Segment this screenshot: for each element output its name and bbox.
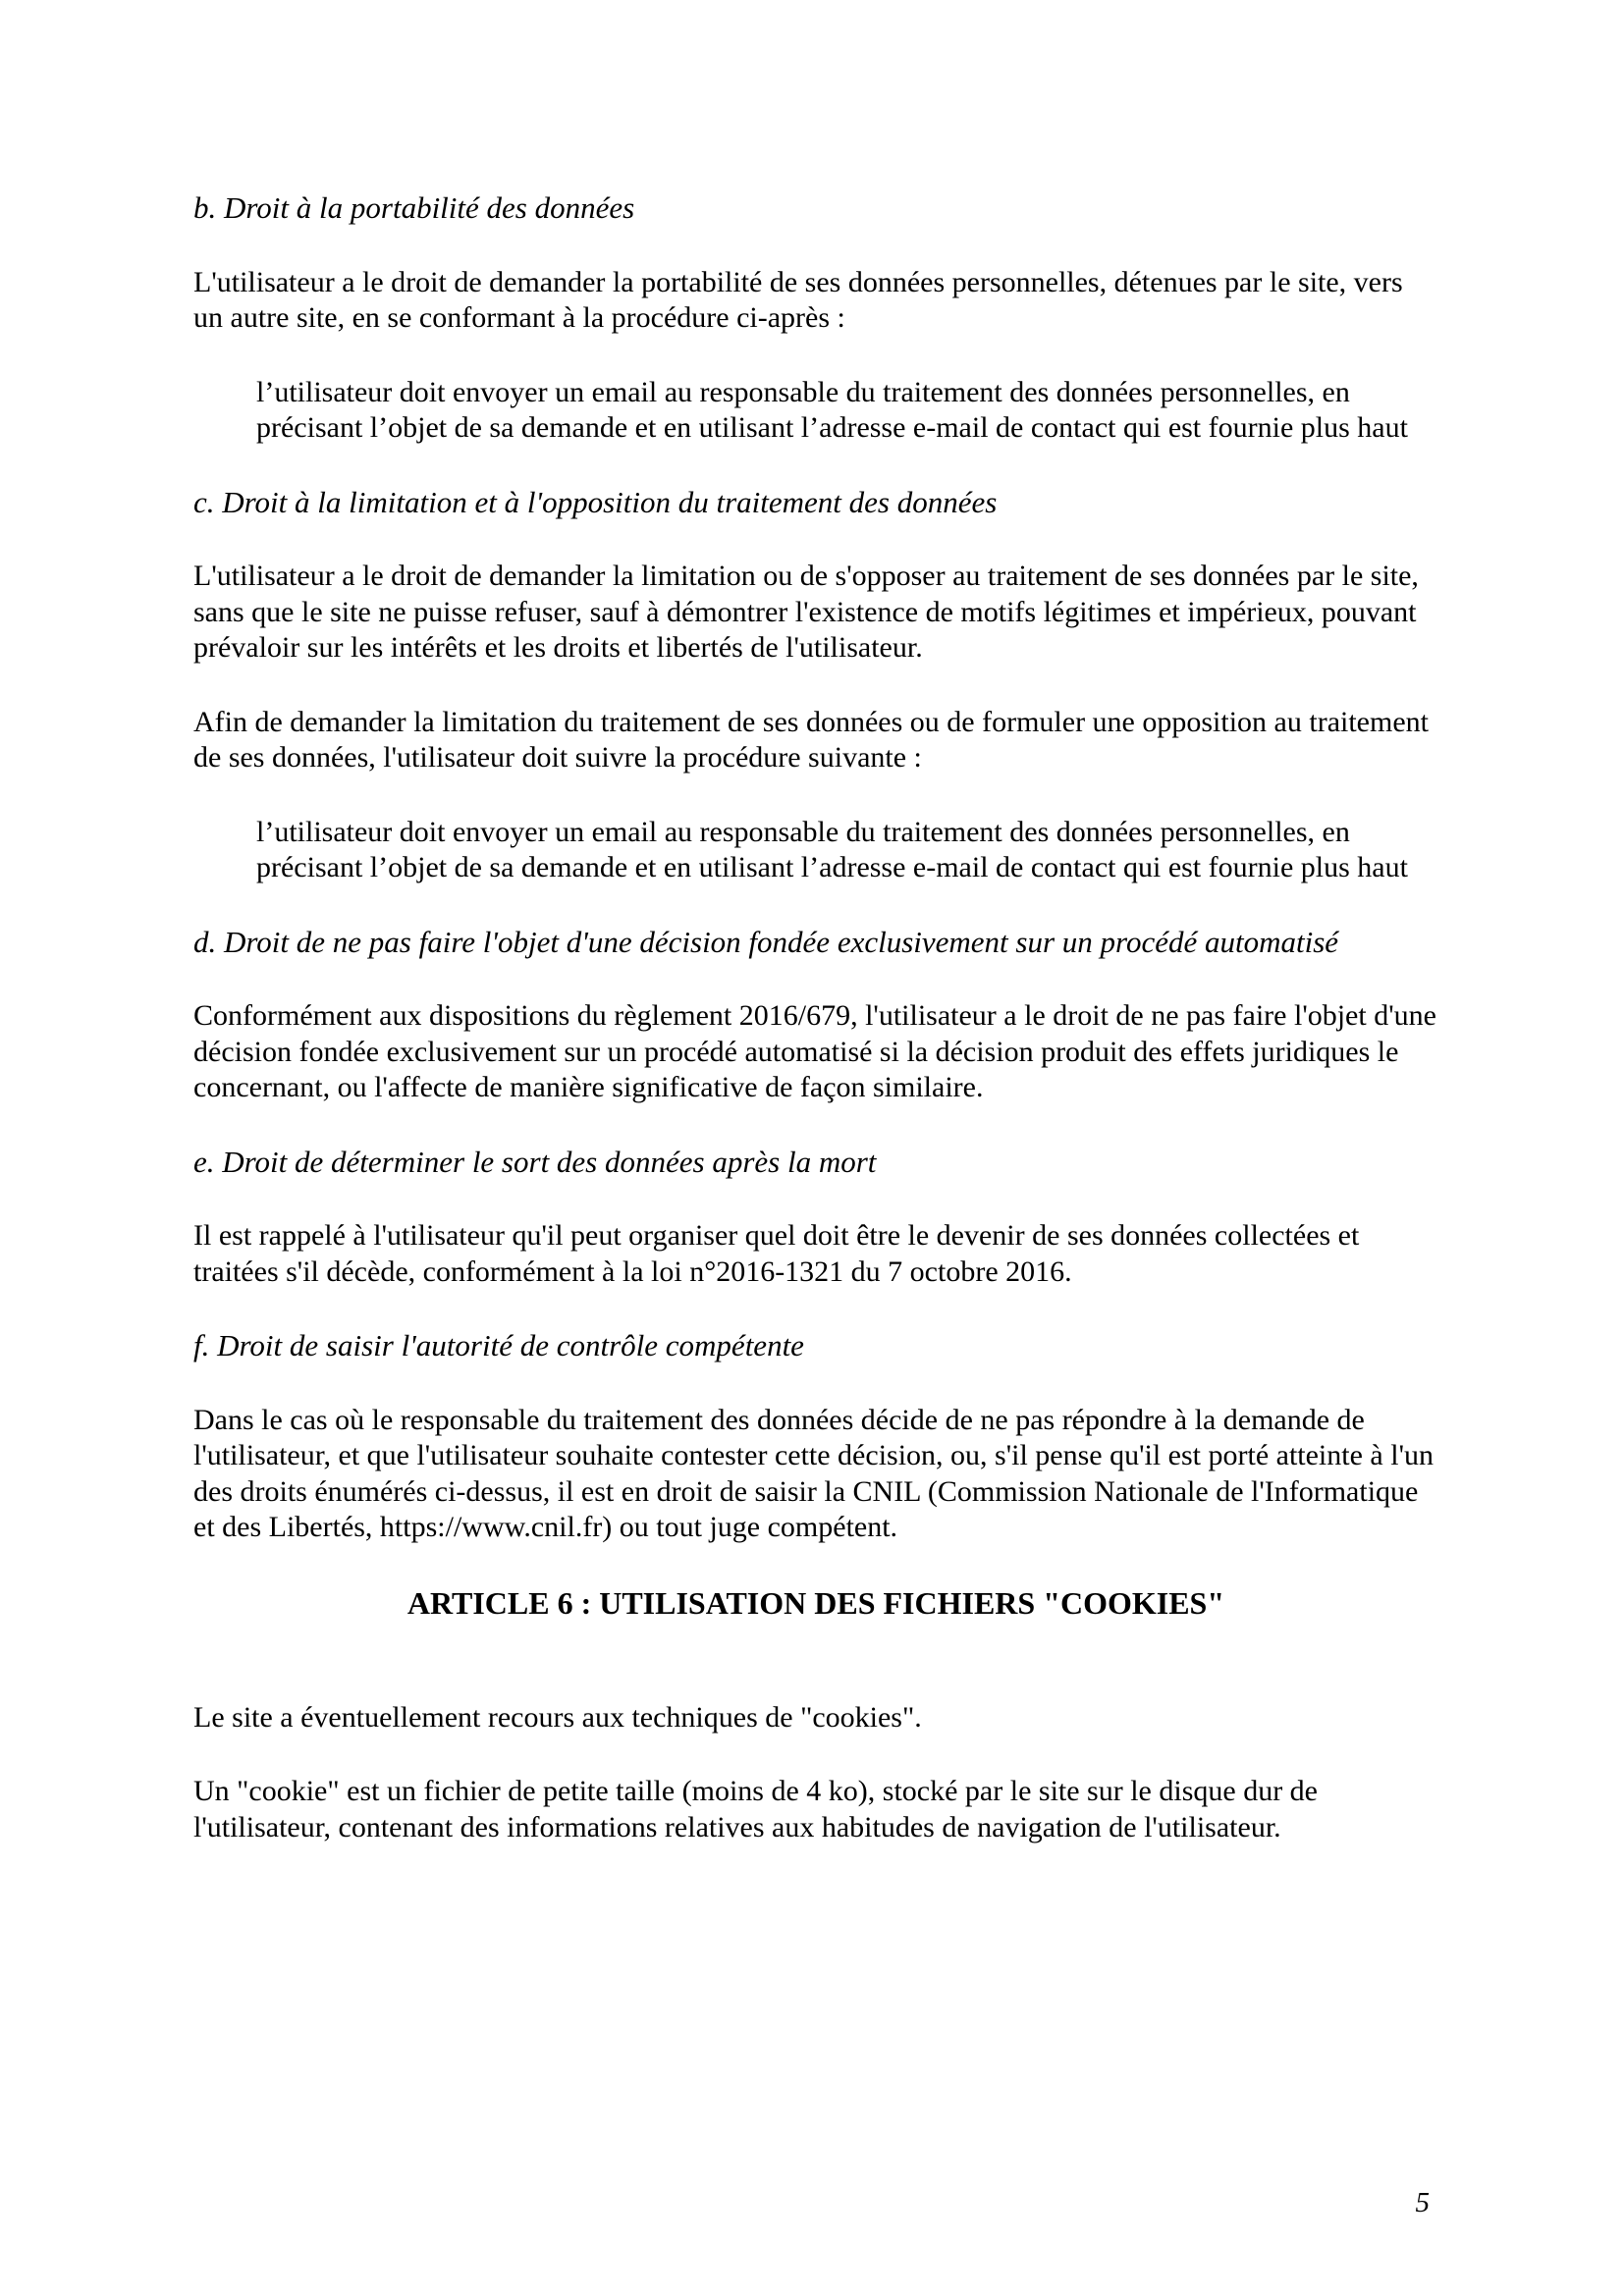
paragraph: L'utilisateur a le droit de demander la limitation ou de s'opposer au traitement de ses données par le site, sans que le site ne puisse refuser, sauf à démontrer l'existence de motifs légitimes et impérieux, pouvant prévaloir sur les intérêts et les droits et libertés de l'utilisateur. bbox=[193, 560, 1419, 664]
subsection-heading: e. Droit de déterminer le sort des données après la mort bbox=[193, 1144, 877, 1179]
paragraph: Un "cookie" est un fichier de petite taille (moins de 4 ko), stocké par le site sur le disque dur de l'utilisateur, contenant des informations relatives aux habitudes de navigation de l'utilisateur. bbox=[193, 1775, 1318, 1843]
subsection-heading: c. Droit à la limitation et à l'opposition du traitement des données bbox=[193, 484, 998, 519]
article-heading: ARTICLE 6 : UTILISATION DES FICHIERS "COOKIES" bbox=[406, 1584, 1225, 1621]
paragraph: Il est rappelé à l'utilisateur qu'il peut organiser quel doit être le devenir de ses données collectées et traitées s'il décède, conformément à la loi n°2016-1321 du 7 octobre 2016. bbox=[193, 1219, 1360, 1288]
indented-paragraph: l’utilisateur doit envoyer un email au responsable du traitement des données personnelles, en précisant l’objet de sa demande et en utilisant l’adresse e-mail de contact qui est fournie plus haut bbox=[256, 815, 1408, 883]
subsection-heading: d. Droit de ne pas faire l'objet d'une décision fondée exclusivement sur un procédé automatisé bbox=[193, 924, 1339, 959]
subsection-heading: b. Droit à la portabilité des données bbox=[193, 190, 635, 225]
paragraph: Le site a éventuellement recours aux techniques de "cookies". bbox=[193, 1700, 922, 1734]
paragraph: L'utilisateur a le droit de demander la portabilité de ses données personnelles, détenues par le site, vers un autre site, en se conformant à la procédure ci-après : bbox=[193, 265, 1403, 334]
paragraph: Afin de demander la limitation du traitement de ses données ou de formuler une opposition au traitement de ses données, l'utilisateur doit suivre la procédure suivante : bbox=[193, 705, 1429, 774]
page-number: 5 bbox=[1415, 2187, 1430, 2218]
paragraph: Dans le cas où le responsable du traitement des données décide de ne pas répondre à la demande de l'utilisateur, et que l'utilisateur souhaite contester cette décision, ou, s'il pense qu'il est porté atteinte à l'un des droits énumérés ci-dessus, il est en droit de saisir la CNIL (Commission Nationale de l'Informatique et des Libertés, https://www.cnil.fr) ou tout juge compétent. bbox=[193, 1403, 1434, 1543]
subsection-heading: f. Droit de saisir l'autorité de contrôle compétente bbox=[193, 1328, 804, 1362]
document-body bbox=[193, 190, 1438, 1845]
indented-paragraph: l’utilisateur doit envoyer un email au responsable du traitement des données personnelles, en précisant l’objet de sa demande et en utilisant l’adresse e-mail de contact qui est fournie plus haut bbox=[256, 375, 1408, 444]
paragraph: Conformément aux dispositions du règlement 2016/679, l'utilisateur a le droit de ne pas faire l'objet d'une décision fondée exclusivement sur un procédé automatisé si la décision produit des effets juridiques le concernant, ou l'affecte de manière significative de façon similaire. bbox=[193, 999, 1436, 1103]
